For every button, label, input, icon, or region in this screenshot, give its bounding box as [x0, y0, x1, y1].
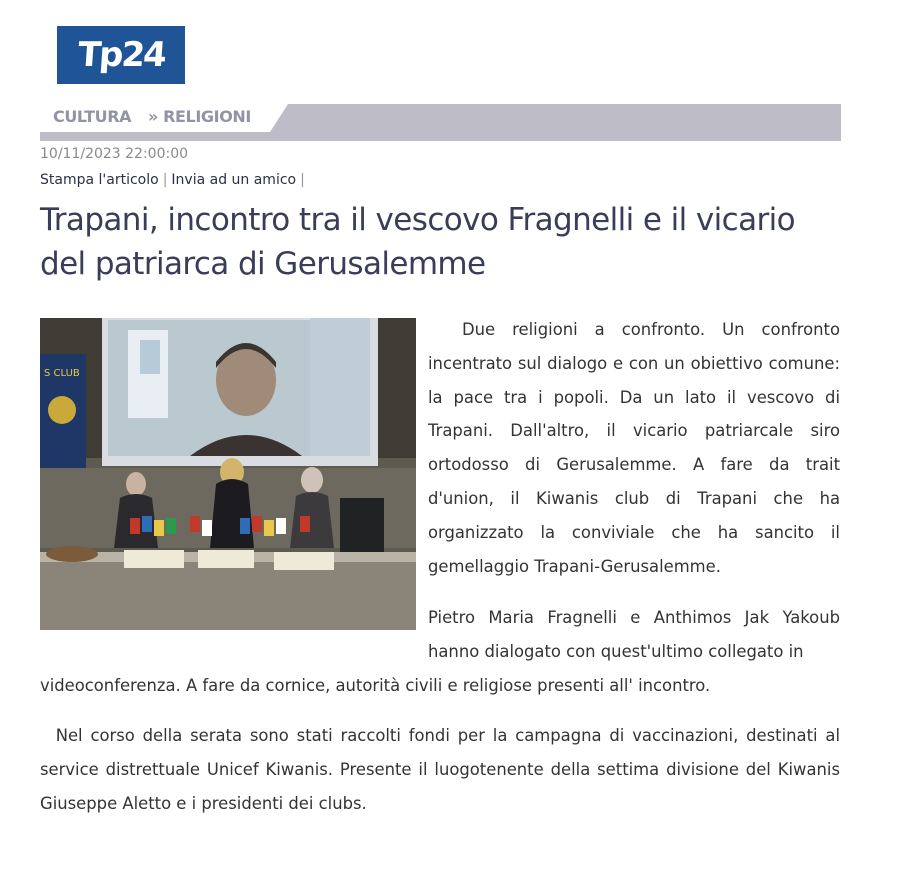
article-date: 10/11/2023 22:00:00 [40, 146, 189, 162]
site-logo[interactable] [57, 26, 185, 84]
print-article-link[interactable]: Stampa l'articolo [40, 172, 159, 188]
paragraph-3-text: Nel corso della serata sono stati raccolti fondi per la campagna di vaccinazioni, destinati al service distrettuale Unicef Kiwanis. Presente il luogotenente della settima divisione del Kiwanis Giuseppe Aletto e i presidenti dei clubs. [40, 726, 841, 813]
photo-banner-text: S CLUB [44, 368, 80, 379]
article-actions [40, 172, 309, 188]
paragraph-3 [40, 719, 840, 820]
breadcrumb [40, 104, 841, 141]
send-to-friend-link[interactable]: Invia ad un amico [171, 172, 297, 188]
breadcrumb-subsection[interactable] [148, 107, 251, 126]
breadcrumb-subsection-label: RELIGIONI [163, 107, 251, 126]
paragraph-2-continued: videoconferenza. A fare da cornice, autorità civili e religiose presenti all' incontro. [40, 676, 711, 695]
actions-separator: | [300, 172, 305, 188]
paragraph-2: Pietro Maria Fragnelli e Anthimos Jak Yakoub hanno dialogato con quest'ultimo collegato in [428, 608, 840, 661]
photo-illustration [40, 318, 416, 630]
breadcrumb-separator: » [148, 107, 158, 126]
article-title: Trapani, incontro tra il vescovo Fragnelli e il vicario del patriarca di Gerusalemme [40, 202, 796, 282]
breadcrumb-underline [40, 132, 841, 141]
logo-text: Tp24 [76, 35, 166, 75]
article-photo [40, 318, 416, 630]
breadcrumb-section[interactable]: CULTURA [53, 107, 132, 126]
paragraph-1-text: Due religioni a confronto. Un confronto incentrato sul dialogo e con un obiettivo comune: la pace tra i popoli. Da un lato il vescovo di Trapani. Dall'altro, il vicario patriarcale siro ortodosso di Gerusalemme. A fare da trait d'union, il Kiwanis club di Trapani che ha organizzato la conviviale che ha sancito il gemellaggio Trapani-Gerusalemme. [428, 320, 840, 576]
actions-separator: | [162, 172, 168, 188]
paragraph-1 [428, 313, 840, 583]
